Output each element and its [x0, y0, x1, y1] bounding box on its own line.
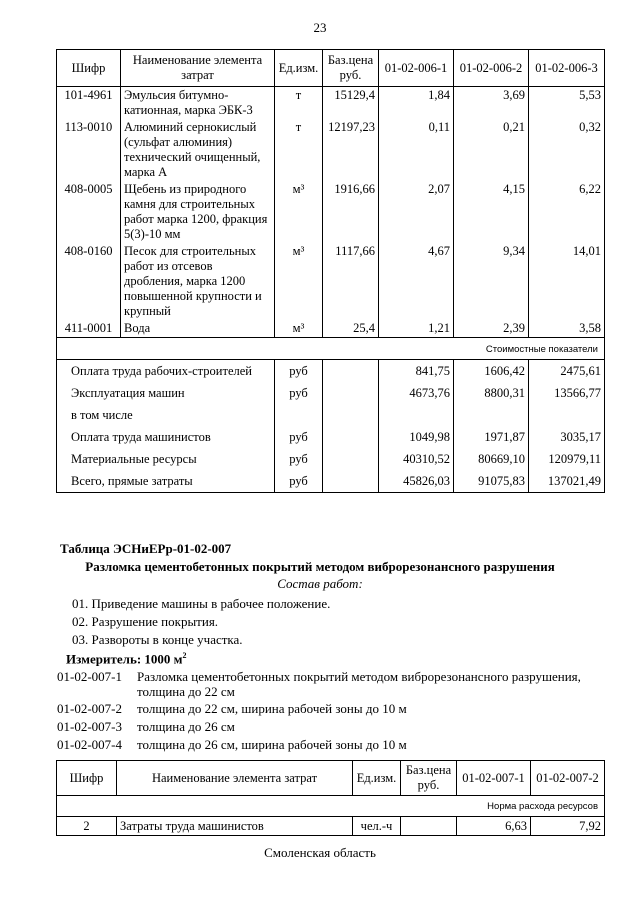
work-item: 01. Приведение машины в рабочее положение. — [72, 596, 331, 611]
col-header-name: Наименование элемента затрат — [117, 761, 353, 796]
summary-value-2: 8800,31 — [454, 382, 529, 404]
page-footer: Смоленская область — [264, 845, 376, 860]
summary-unit: руб — [275, 448, 323, 470]
summary-label: Эксплуатация машин — [57, 382, 275, 404]
code-number: 01-02-007-3 — [57, 719, 122, 734]
material-row — [57, 119, 605, 181]
summary-price — [323, 470, 379, 493]
code-description: толщина до 22 см, ширина рабочей зоны до 10 м — [137, 701, 407, 716]
resource-table-006 — [56, 49, 605, 493]
material-value-3: 3,58 — [529, 320, 605, 338]
material-price: 1916,66 — [323, 181, 379, 243]
material-unit: т — [275, 119, 323, 181]
summary-value-3 — [529, 404, 605, 426]
summary-price — [323, 426, 379, 448]
summary-value-1 — [379, 404, 454, 426]
code-number: 01-02-007-1 — [57, 669, 122, 684]
summary-row — [57, 382, 605, 404]
col-header-code: Шифр — [57, 761, 117, 796]
summary-label: Материальные ресурсы — [57, 448, 275, 470]
col-header-unit: Ед.изм. — [275, 50, 323, 87]
material-value-3: 0,32 — [529, 119, 605, 181]
summary-value-1: 4673,76 — [379, 382, 454, 404]
material-row — [57, 181, 605, 243]
summary-value-1: 1049,98 — [379, 426, 454, 448]
material-price: 15129,4 — [323, 87, 379, 120]
summary-price — [323, 448, 379, 470]
cost-caption-row — [57, 338, 605, 360]
summary-row — [57, 470, 605, 493]
summary-value-2 — [454, 404, 529, 426]
col-header-007-2: 01-02-007-2 — [531, 761, 605, 796]
cost-caption: Стоимостные показатели — [57, 338, 605, 360]
summary-unit: руб — [275, 470, 323, 493]
material-price: 12197,23 — [323, 119, 379, 181]
col-header-price: Баз.цена руб. — [323, 50, 379, 87]
material-value-2: 9,34 — [454, 243, 529, 320]
col-header-006-3: 01-02-006-3 — [529, 50, 605, 87]
summary-unit: руб — [275, 382, 323, 404]
summary-value-2: 1606,42 — [454, 360, 529, 383]
summary-unit: руб — [275, 360, 323, 383]
material-row — [57, 87, 605, 120]
works-title: Состав работ: — [277, 576, 363, 591]
summary-value-3: 2475,61 — [529, 360, 605, 383]
code-number: 01-02-007-4 — [57, 737, 122, 752]
row-unit: чел.-ч — [353, 817, 401, 836]
summary-row — [57, 448, 605, 470]
material-code: 113-0010 — [57, 119, 121, 181]
material-name: Щебень из природного камня для строительных работ марка 1200, фракция 5(3)-10 мм — [121, 181, 275, 243]
material-code: 408-0160 — [57, 243, 121, 320]
col-header-code: Шифр — [57, 50, 121, 87]
material-price: 25,4 — [323, 320, 379, 338]
summary-unit: руб — [275, 426, 323, 448]
summary-value-3: 120979,11 — [529, 448, 605, 470]
summary-value-2: 80669,10 — [454, 448, 529, 470]
material-value-3: 6,22 — [529, 181, 605, 243]
material-value-2: 4,15 — [454, 181, 529, 243]
material-price: 1117,66 — [323, 243, 379, 320]
material-value-2: 0,21 — [454, 119, 529, 181]
summary-label: Оплата труда рабочих-строителей — [57, 360, 275, 383]
material-code: 411-0001 — [57, 320, 121, 338]
summary-label: в том числе — [57, 404, 275, 426]
col-header-price: Баз.цена руб. — [401, 761, 457, 796]
material-value-2: 2,39 — [454, 320, 529, 338]
table-title: Таблица ЭСНиЕРр-01-02-007 — [60, 541, 232, 556]
table-row — [57, 817, 605, 836]
summary-value-1: 40310,52 — [379, 448, 454, 470]
code-number: 01-02-007-2 — [57, 701, 122, 716]
row-name: Затраты труда машинистов — [117, 817, 353, 836]
summary-label: Всего, прямые затраты — [57, 470, 275, 493]
material-name: Вода — [121, 320, 275, 338]
col-header-007-1: 01-02-007-1 — [457, 761, 531, 796]
summary-price — [323, 404, 379, 426]
summary-price — [323, 360, 379, 383]
code-continuation: толщина до 22 см — [137, 684, 235, 699]
summary-row — [57, 404, 605, 426]
material-name: Песок для строительных работ из отсевов дробления, марка 1200 повышенной крупности и крупный — [121, 243, 275, 320]
summary-value-3: 137021,49 — [529, 470, 605, 493]
code-description: толщина до 26 см, ширина рабочей зоны до 10 м — [137, 737, 407, 752]
page-number: 23 — [313, 20, 327, 35]
row-value-1: 6,63 — [457, 817, 531, 836]
summary-price — [323, 382, 379, 404]
resource-table-007 — [56, 760, 605, 836]
summary-label: Оплата труда машинистов — [57, 426, 275, 448]
norm-caption-row — [57, 796, 605, 817]
material-value-1: 4,67 — [379, 243, 454, 320]
col-header-unit: Ед.изм. — [353, 761, 401, 796]
material-code: 101-4961 — [57, 87, 121, 120]
code-line — [57, 737, 407, 753]
meter-label — [66, 651, 187, 667]
col-header-name: Наименование элемента затрат — [121, 50, 275, 87]
material-unit: м³ — [275, 320, 323, 338]
material-value-1: 1,21 — [379, 320, 454, 338]
material-name: Эмульсия битумно-катионная, марка ЭБК-3 — [121, 87, 275, 120]
col-header-006-2: 01-02-006-2 — [454, 50, 529, 87]
material-unit: м³ — [275, 243, 323, 320]
material-value-3: 5,53 — [529, 87, 605, 120]
meter-superscript: 2 — [182, 651, 187, 660]
material-value-1: 2,07 — [379, 181, 454, 243]
code-description: толщина до 26 см — [137, 719, 235, 734]
row-value-2: 7,92 — [531, 817, 605, 836]
material-unit: т — [275, 87, 323, 120]
work-item: 02. Разрушение покрытия. — [72, 614, 219, 629]
summary-value-3: 13566,77 — [529, 382, 605, 404]
col-header-006-1: 01-02-006-1 — [379, 50, 454, 87]
material-code: 408-0005 — [57, 181, 121, 243]
table-heading: Разломка цементобетонных покрытий методом виброрезонансного разрушения — [85, 559, 555, 574]
material-row — [57, 320, 605, 338]
table-header-row — [57, 50, 605, 87]
summary-value-1: 45826,03 — [379, 470, 454, 493]
summary-row — [57, 360, 605, 383]
summary-value-2: 91075,83 — [454, 470, 529, 493]
code-line — [57, 669, 581, 685]
material-value-2: 3,69 — [454, 87, 529, 120]
material-unit: м³ — [275, 181, 323, 243]
material-value-1: 1,84 — [379, 87, 454, 120]
summary-value-2: 1971,87 — [454, 426, 529, 448]
material-name: Алюминий сернокислый (сульфат алюминия) технический очищенный, марка А — [121, 119, 275, 181]
row-code: 2 — [57, 817, 117, 836]
row-price — [401, 817, 457, 836]
table-header-row — [57, 761, 605, 796]
material-value-3: 14,01 — [529, 243, 605, 320]
material-row — [57, 243, 605, 320]
norm-caption: Норма расхода ресурсов — [57, 796, 605, 817]
code-line — [57, 719, 235, 735]
meter-text: Измеритель: 1000 м — [66, 651, 183, 667]
code-description: Разломка цементобетонных покрытий методом виброрезонансного разрушения, — [137, 669, 581, 684]
summary-unit — [275, 404, 323, 426]
summary-row — [57, 426, 605, 448]
work-item: 03. Развороты в конце участка. — [72, 632, 243, 647]
summary-value-1: 841,75 — [379, 360, 454, 383]
code-line — [57, 701, 407, 717]
material-value-1: 0,11 — [379, 119, 454, 181]
summary-value-3: 3035,17 — [529, 426, 605, 448]
